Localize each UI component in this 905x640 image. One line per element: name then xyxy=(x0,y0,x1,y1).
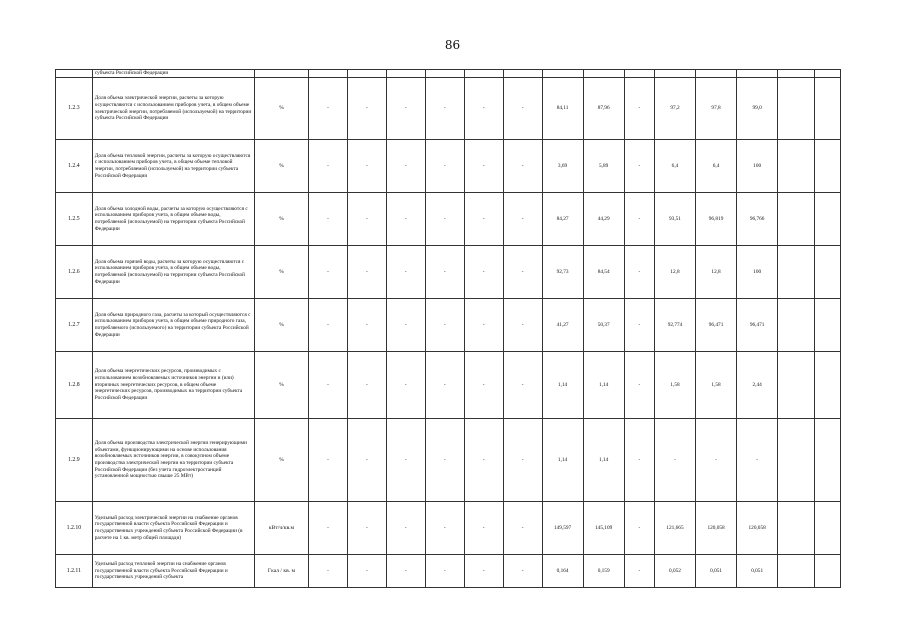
table-cell-code xyxy=(56,70,93,78)
table-cell-value: 149,597 xyxy=(542,502,583,555)
table-cell-unit: % xyxy=(254,193,308,246)
table-cell-value: - xyxy=(654,419,695,502)
table-cell-value: - xyxy=(425,419,464,502)
table-cell-value: 1,14 xyxy=(542,352,583,419)
table-cell-unit: % xyxy=(254,140,308,193)
table-cell-value: - xyxy=(386,193,425,246)
table-cell-description: Доля объема горячей воды, расчеты за которую осуществляются с использованием приборов учета, в общем объеме воды, потребляемой (используемой) на территории субъекта Российской Федерации xyxy=(92,246,254,299)
table-cell-value: - xyxy=(624,193,654,246)
table-cell-value: 120,058 xyxy=(696,502,737,555)
table-row xyxy=(56,299,841,352)
table-cell-unit: кВт/ч/кв.м xyxy=(254,502,308,555)
table-cell-value: - xyxy=(425,193,464,246)
table-cell-value: - xyxy=(386,78,425,140)
table-cell-value: - xyxy=(696,419,737,502)
table-cell-value: 0,051 xyxy=(737,555,778,588)
table-cell-value: - xyxy=(386,419,425,502)
table-cell-value: - xyxy=(464,502,503,555)
table-cell-value: - xyxy=(503,419,542,502)
table-cell-value: - xyxy=(309,246,348,299)
table-cell-value: - xyxy=(624,419,654,502)
table-cell-value xyxy=(778,419,815,502)
table-cell-code: 1.2.5 xyxy=(56,193,93,246)
table-cell-value: - xyxy=(624,299,654,352)
table-row-header-fragment xyxy=(56,70,841,78)
table-cell-value: - xyxy=(464,246,503,299)
table-cell-value: - xyxy=(309,555,348,588)
table-cell-unit: % xyxy=(254,246,308,299)
table-cell-value: 41,27 xyxy=(542,299,583,352)
table-cell-value: 12,8 xyxy=(654,246,695,299)
table-cell-value: 6,4 xyxy=(654,140,695,193)
table-cell-value: - xyxy=(347,502,386,555)
table-cell-value: - xyxy=(425,502,464,555)
table-cell-value: 1,58 xyxy=(654,352,695,419)
table-cell-unit: Гкал / кв. м xyxy=(254,555,308,588)
table-cell-value: - xyxy=(386,140,425,193)
table-cell-value xyxy=(778,193,815,246)
table-cell-code: 1.2.10 xyxy=(56,502,93,555)
table-cell-value: - xyxy=(464,78,503,140)
table-cell-value: - xyxy=(425,299,464,352)
table-row xyxy=(56,246,841,299)
table-cell-description: Удельный расход электрической энергии на снабжение органов государственной власти субъекта Российской Федерации и государственных учреждений субъекта Российской Федерации (в расчете на 1 кв. метр общей площади) xyxy=(92,502,254,555)
table-cell-value: 1,14 xyxy=(583,419,624,502)
table-cell-value: 96,819 xyxy=(696,193,737,246)
table-cell-value: 92,73 xyxy=(542,246,583,299)
table-cell-value: 96,471 xyxy=(737,299,778,352)
table-cell-code: 1.2.3 xyxy=(56,78,93,140)
table-cell-value: - xyxy=(737,419,778,502)
table-cell-value xyxy=(814,419,840,502)
table-cell-value: 96,766 xyxy=(737,193,778,246)
table-cell-value xyxy=(778,502,815,555)
table-cell-value: - xyxy=(624,352,654,419)
table-cell-value: - xyxy=(425,246,464,299)
table-cell-value: 97,8 xyxy=(696,78,737,140)
table-row xyxy=(56,78,841,140)
table-cell-value: - xyxy=(464,193,503,246)
table-cell-unit: % xyxy=(254,352,308,419)
table-cell-value xyxy=(778,352,815,419)
table-cell-value: 87,96 xyxy=(583,78,624,140)
table-cell-value: 1,58 xyxy=(696,352,737,419)
table-cell-value: 96,471 xyxy=(696,299,737,352)
table-cell-value: 97,2 xyxy=(654,78,695,140)
table-cell-value: 0,052 xyxy=(654,555,695,588)
table-cell-value: - xyxy=(309,352,348,419)
table-cell-value: 50,37 xyxy=(583,299,624,352)
table-cell-description: Доля объема энергетических ресурсов, производимых с использованием возобновляемых источников энергии и (или) вторичных энергетических ресурсов, в общем объеме энергетических ресурсов, производимых на территории субъекта Российской Федерации xyxy=(92,352,254,419)
table-cell-value: - xyxy=(624,555,654,588)
table-row xyxy=(56,193,841,246)
table-cell-value: 5,89 xyxy=(583,140,624,193)
table-cell-value: 6,4 xyxy=(696,140,737,193)
table-cell-value: - xyxy=(503,193,542,246)
table-cell-value: - xyxy=(309,502,348,555)
table-cell-unit: % xyxy=(254,299,308,352)
table-row xyxy=(56,140,841,193)
table-cell-value: 84,54 xyxy=(583,246,624,299)
table-cell-description: Доля объема холодной воды, расчеты за которую осуществляются с использованием приборов учета, в общем объеме воды, потребляемой (используемой) на территории субъекта Российской Федерации xyxy=(92,193,254,246)
table-cell-value: - xyxy=(386,299,425,352)
table-cell-value: 0,159 xyxy=(583,555,624,588)
table-cell-value: - xyxy=(386,246,425,299)
table-cell-value: 100 xyxy=(737,140,778,193)
table-cell-value: - xyxy=(309,193,348,246)
table-cell-value: 99,0 xyxy=(737,78,778,140)
table-cell-value: - xyxy=(309,78,348,140)
table-cell-value: - xyxy=(624,78,654,140)
table-cell-code: 1.2.4 xyxy=(56,140,93,193)
table-cell-value: - xyxy=(309,419,348,502)
table-cell-value: - xyxy=(425,78,464,140)
table-cell-description: субъекта Российской Федерации xyxy=(92,70,254,78)
table-cell-code: 1.2.7 xyxy=(56,299,93,352)
table-cell-value: - xyxy=(386,502,425,555)
table-cell-value: - xyxy=(503,352,542,419)
table-cell-value xyxy=(814,78,840,140)
table-cell-value: - xyxy=(425,352,464,419)
table-cell-value xyxy=(814,502,840,555)
table-cell-value xyxy=(814,352,840,419)
table-cell-code: 1.2.8 xyxy=(56,352,93,419)
table-cell-value: 100 xyxy=(737,246,778,299)
table-cell-value: - xyxy=(425,555,464,588)
table-cell-value xyxy=(778,78,815,140)
table-row xyxy=(56,555,841,588)
table-cell-value: - xyxy=(347,246,386,299)
table-cell-value: - xyxy=(464,352,503,419)
table-row xyxy=(56,352,841,419)
table-cell-value: 3,69 xyxy=(542,140,583,193)
table-cell-value xyxy=(778,299,815,352)
table-cell-value: - xyxy=(309,140,348,193)
table-cell-value xyxy=(778,555,815,588)
table-cell-value: 121,665 xyxy=(654,502,695,555)
table-cell-value: - xyxy=(503,299,542,352)
table-cell-value: 12,8 xyxy=(696,246,737,299)
table-body xyxy=(56,70,841,588)
table-cell-code: 1.2.11 xyxy=(56,555,93,588)
table-cell-value: - xyxy=(425,140,464,193)
table-cell-description: Доля объема производства электрической энергии генерирующими объектами, функционирующими на основе использования возобновляемых источников энергии, в совокупном объеме производства электрической энергии на территории субъекта Российской Федерации (без учета гидроэлектростанций установленной мощностью свыше 25 МВт) xyxy=(92,419,254,502)
table-cell-value: 120,058 xyxy=(737,502,778,555)
table-cell-value: - xyxy=(503,140,542,193)
table-cell-value: - xyxy=(464,555,503,588)
table-cell-value: - xyxy=(347,193,386,246)
table-cell-value: - xyxy=(347,419,386,502)
table-cell-value: - xyxy=(503,502,542,555)
table-cell-value: - xyxy=(464,140,503,193)
table-row xyxy=(56,419,841,502)
table-cell-value xyxy=(778,140,815,193)
table-cell-value: - xyxy=(503,78,542,140)
table-cell-unit: % xyxy=(254,419,308,502)
table-cell-description: Доля объема тепловой энергии, расчеты за которую осуществляются с использованием приборов учета, в общем объеме тепловой энергии, потребляемой (используемой) на территории субъекта Российской Федерации xyxy=(92,140,254,193)
table-cell-value: - xyxy=(503,246,542,299)
table-cell-value: 1,14 xyxy=(583,352,624,419)
table-cell-value xyxy=(814,193,840,246)
table-cell-value: - xyxy=(347,555,386,588)
table-cell-value: - xyxy=(309,299,348,352)
page-number: 86 xyxy=(444,38,461,52)
table-cell-value: 44,29 xyxy=(583,193,624,246)
table-cell-value xyxy=(778,246,815,299)
table-cell-value: - xyxy=(464,299,503,352)
table-cell-value: 93,51 xyxy=(654,193,695,246)
table-cell-value: - xyxy=(386,555,425,588)
table-cell-description: Удельный расход тепловой энергии на снабжение органов государственной власти субъекта Российской Федерации и государственных учреждений субъекта xyxy=(92,555,254,588)
table-cell-value: - xyxy=(386,352,425,419)
table-row xyxy=(56,502,841,555)
table-cell-value: 0,051 xyxy=(696,555,737,588)
table-cell-value: - xyxy=(503,555,542,588)
table-cell-value: - xyxy=(464,419,503,502)
table-cell-value: 1,14 xyxy=(542,419,583,502)
table-cell-code: 1.2.9 xyxy=(56,419,93,502)
table-cell-value: - xyxy=(347,140,386,193)
indicator-table xyxy=(55,69,841,588)
table-cell-code: 1.2.6 xyxy=(56,246,93,299)
table-cell-value: - xyxy=(624,140,654,193)
table-cell-value: 84,27 xyxy=(542,193,583,246)
table-cell-description: Доля объема природного газа, расчеты за который осуществляются с использованием приборов учета, в общем объеме природного газа, потребляемого (используемого) на территории субъекта Российской Федерации xyxy=(92,299,254,352)
table-cell-value xyxy=(814,246,840,299)
table-cell-unit: % xyxy=(254,78,308,140)
table-cell-value: - xyxy=(347,352,386,419)
table-cell-value xyxy=(814,140,840,193)
table-cell-value: 92,774 xyxy=(654,299,695,352)
table-cell-value: 84,11 xyxy=(542,78,583,140)
table-cell-value: 145,109 xyxy=(583,502,624,555)
table-cell-value: - xyxy=(624,502,654,555)
table-cell-value xyxy=(814,299,840,352)
table-cell-value: - xyxy=(624,246,654,299)
table-cell-value: 0,164 xyxy=(542,555,583,588)
table-cell-description: Доля объема электрической энергии, расчеты за которую осуществляются с использованием приборов учета, в общем объеме электрической энергии, потребляемой (используемой) на территории субъекта Российской Федерации xyxy=(92,78,254,140)
table-cell-value: - xyxy=(347,299,386,352)
table-cell-value: 2,44 xyxy=(737,352,778,419)
table-cell-value: - xyxy=(347,78,386,140)
table-cell-value xyxy=(814,555,840,588)
